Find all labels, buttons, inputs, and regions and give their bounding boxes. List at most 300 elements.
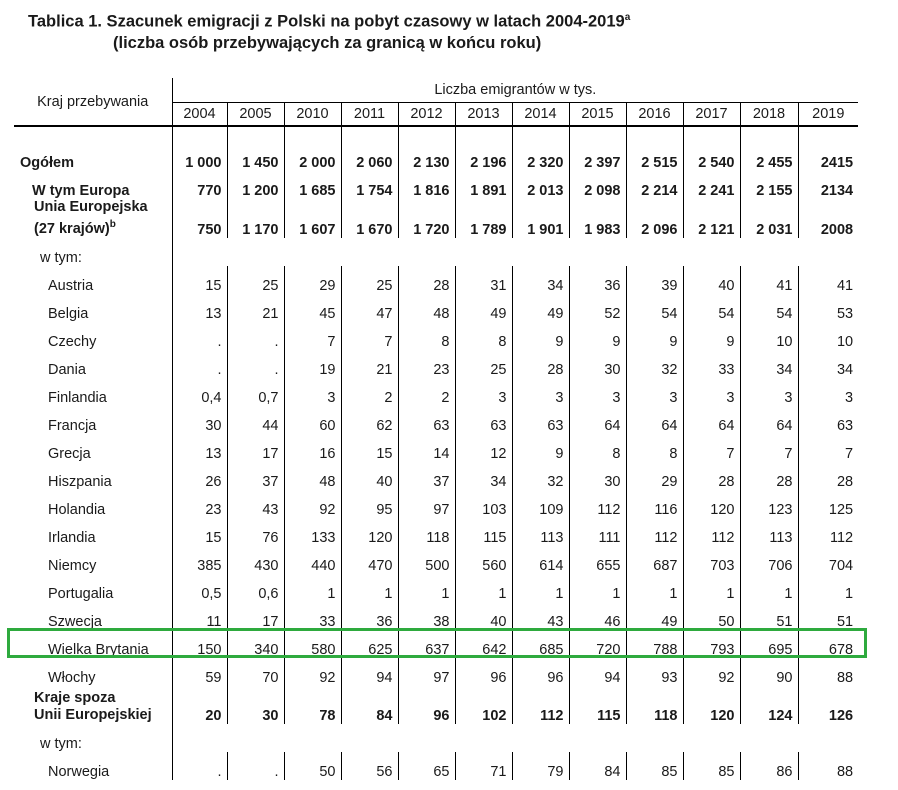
value-cell: 2 031 — [740, 199, 798, 238]
value-cell: 84 — [569, 752, 626, 780]
value-cell: 1 901 — [512, 199, 569, 238]
value-cell: . — [227, 752, 284, 780]
table-row — [14, 294, 858, 322]
table-title: Tablica 1. Szacunek emigracji z Polski na pobyt czasowy w latach 2004-2019$^a$ — [28, 12, 631, 31]
value-cell: . — [172, 322, 227, 350]
value-cell: 2 241 — [683, 171, 740, 199]
value-cell: 3 — [798, 378, 858, 406]
value-cell: 30 — [569, 350, 626, 378]
value-cell: 1 720 — [398, 199, 455, 238]
table-row — [14, 518, 858, 546]
value-cell: 430 — [227, 546, 284, 574]
value-cell: 2 214 — [626, 171, 683, 199]
country-label: Niemcy — [48, 557, 97, 574]
year-header-2017: 2017 — [683, 103, 740, 127]
value-cell: 70 — [227, 658, 284, 686]
value-cell: 625 — [341, 630, 398, 658]
country-label: Norwegia — [48, 763, 110, 780]
value-cell: 28 — [512, 350, 569, 378]
table-row — [14, 602, 858, 630]
table-row — [14, 546, 858, 574]
value-cell: 1 — [626, 574, 683, 602]
value-cell: 84 — [341, 686, 398, 724]
value-cell: 97 — [398, 490, 455, 518]
value-cell: 25 — [227, 266, 284, 294]
value-cell: 703 — [683, 546, 740, 574]
year-header-2015: 2015 — [569, 103, 626, 127]
value-cell: 1 685 — [284, 171, 341, 199]
value-cell: 96 — [512, 658, 569, 686]
value-cell: 1 — [740, 574, 798, 602]
value-cell: 1 — [683, 574, 740, 602]
value-cell: 685 — [512, 630, 569, 658]
value-cell: 51 — [798, 602, 858, 630]
value-cell: 3 — [569, 378, 626, 406]
value-cell: 770 — [172, 171, 227, 199]
value-cell: 90 — [740, 658, 798, 686]
value-cell: 52 — [569, 294, 626, 322]
value-cell: 71 — [455, 752, 512, 780]
value-cell: 7 — [341, 322, 398, 350]
country-label: Holandia — [48, 501, 106, 518]
value-cell: 470 — [341, 546, 398, 574]
row-label: Ogółem — [20, 155, 74, 171]
value-cell: 64 — [683, 406, 740, 434]
value-cell: 40 — [455, 602, 512, 630]
value-cell: 13 — [172, 434, 227, 462]
value-cell: 28 — [683, 462, 740, 490]
value-cell: 126 — [798, 686, 858, 724]
value-cell: 704 — [798, 546, 858, 574]
value-cell: 95 — [341, 490, 398, 518]
table-subtitle: (liczba osób przebywających za granicą w końcu roku) — [113, 34, 542, 52]
value-cell: 8 — [398, 322, 455, 350]
value-cell: 125 — [798, 490, 858, 518]
value-cell: 678 — [798, 630, 858, 658]
value-cell: 2 540 — [683, 143, 740, 171]
value-cell: 62 — [341, 406, 398, 434]
value-cell: 54 — [683, 294, 740, 322]
value-cell: 9 — [512, 322, 569, 350]
value-cell: 1 000 — [172, 143, 227, 171]
value-cell: 3 — [683, 378, 740, 406]
value-cell: 30 — [569, 462, 626, 490]
value-cell: 2 — [398, 378, 455, 406]
value-cell: 655 — [569, 546, 626, 574]
value-cell: 49 — [512, 294, 569, 322]
value-cell: 63 — [398, 406, 455, 434]
value-cell: 43 — [512, 602, 569, 630]
value-cell: 63 — [798, 406, 858, 434]
table-row — [14, 434, 858, 462]
value-cell: 1 — [341, 574, 398, 602]
value-cell: 34 — [740, 350, 798, 378]
value-cell: 14 — [398, 434, 455, 462]
value-cell: 1 170 — [227, 199, 284, 238]
value-cell: 15 — [172, 518, 227, 546]
country-label: Czechy — [48, 333, 97, 350]
value-cell: 37 — [398, 462, 455, 490]
value-cell: 30 — [172, 406, 227, 434]
value-cell: 25 — [455, 350, 512, 378]
value-cell: 40 — [683, 266, 740, 294]
value-cell: 63 — [455, 406, 512, 434]
value-cell: 12 — [455, 434, 512, 462]
value-cell: 560 — [455, 546, 512, 574]
value-cell: 2 320 — [512, 143, 569, 171]
value-cell: 9 — [626, 322, 683, 350]
year-header-2013: 2013 — [455, 103, 512, 127]
subheading-label: w tym: — [40, 735, 82, 752]
country-label: Portugalia — [48, 585, 114, 602]
year-header-2016: 2016 — [626, 103, 683, 127]
value-cell: 48 — [284, 462, 341, 490]
value-cell: 23 — [398, 350, 455, 378]
row-europa — [14, 171, 858, 199]
value-cell: 1 — [512, 574, 569, 602]
value-cell: 34 — [455, 462, 512, 490]
value-cell: 39 — [626, 266, 683, 294]
value-cell: 0,5 — [172, 574, 227, 602]
value-cell: 33 — [284, 602, 341, 630]
year-header-2018: 2018 — [740, 103, 798, 127]
value-cell: 103 — [455, 490, 512, 518]
value-cell: 78 — [284, 686, 341, 724]
value-cell: 120 — [341, 518, 398, 546]
row-unia-europejska — [14, 199, 858, 238]
value-cell: 614 — [512, 546, 569, 574]
value-cell: 1 891 — [455, 171, 512, 199]
value-cell: 2 455 — [740, 143, 798, 171]
table-row — [14, 378, 858, 406]
value-cell: 1 — [284, 574, 341, 602]
value-cell: 15 — [172, 266, 227, 294]
value-cell: 88 — [798, 752, 858, 780]
country-label: Włochy — [48, 669, 96, 686]
value-cell: 56 — [341, 752, 398, 780]
value-cell: 109 — [512, 490, 569, 518]
value-cell: 112 — [512, 686, 569, 724]
table-row — [14, 406, 858, 434]
value-cell: 120 — [683, 490, 740, 518]
value-cell: 40 — [341, 462, 398, 490]
value-cell: 500 — [398, 546, 455, 574]
value-cell: 793 — [683, 630, 740, 658]
value-cell: 1 450 — [227, 143, 284, 171]
value-cell: 111 — [569, 518, 626, 546]
value-cell: 580 — [284, 630, 341, 658]
value-cell: 1 — [455, 574, 512, 602]
value-cell: 41 — [740, 266, 798, 294]
value-cell: 3 — [740, 378, 798, 406]
value-cell: 86 — [740, 752, 798, 780]
value-cell: 695 — [740, 630, 798, 658]
value-cell: 8 — [455, 322, 512, 350]
value-cell: 2 397 — [569, 143, 626, 171]
country-label: Hiszpania — [48, 473, 112, 490]
value-cell: 637 — [398, 630, 455, 658]
value-cell: 2 196 — [455, 143, 512, 171]
year-header-2005: 2005 — [227, 103, 284, 127]
value-cell: 85 — [626, 752, 683, 780]
value-cell: 94 — [341, 658, 398, 686]
table-row — [14, 574, 858, 602]
value-cell: 385 — [172, 546, 227, 574]
value-cell: 116 — [626, 490, 683, 518]
value-cell: 11 — [172, 602, 227, 630]
group-header: Liczba emigrantów w tys. — [172, 78, 858, 103]
value-cell: 8 — [569, 434, 626, 462]
value-cell: 13 — [172, 294, 227, 322]
value-cell: 41 — [798, 266, 858, 294]
value-cell: 3 — [284, 378, 341, 406]
value-cell: 37 — [227, 462, 284, 490]
value-cell: 93 — [626, 658, 683, 686]
value-cell: 0,7 — [227, 378, 284, 406]
value-cell: 2 515 — [626, 143, 683, 171]
value-cell: 2415 — [798, 143, 858, 171]
value-cell: 28 — [740, 462, 798, 490]
value-cell: 706 — [740, 546, 798, 574]
value-cell: . — [172, 752, 227, 780]
year-header-2011: 2011 — [341, 103, 398, 127]
value-cell: 64 — [740, 406, 798, 434]
value-cell: 1 — [398, 574, 455, 602]
value-cell: 38 — [398, 602, 455, 630]
value-cell: 112 — [626, 518, 683, 546]
value-cell: 642 — [455, 630, 512, 658]
value-cell: 50 — [284, 752, 341, 780]
value-cell: 750 — [172, 199, 227, 238]
table-row — [14, 266, 858, 294]
value-cell: 54 — [626, 294, 683, 322]
value-cell: 10 — [798, 322, 858, 350]
value-cell: 440 — [284, 546, 341, 574]
value-cell: 92 — [683, 658, 740, 686]
subheading-row — [14, 724, 858, 752]
table-row — [14, 462, 858, 490]
emigration-table — [14, 78, 858, 780]
year-header-2004: 2004 — [172, 103, 227, 127]
value-cell: 63 — [512, 406, 569, 434]
value-cell: 1 200 — [227, 171, 284, 199]
value-cell: 2134 — [798, 171, 858, 199]
value-cell: 1 789 — [455, 199, 512, 238]
value-cell: 51 — [740, 602, 798, 630]
value-cell: 112 — [569, 490, 626, 518]
year-header-2010: 2010 — [284, 103, 341, 127]
value-cell: 133 — [284, 518, 341, 546]
value-cell: 43 — [227, 490, 284, 518]
value-cell: 59 — [172, 658, 227, 686]
value-cell: 28 — [798, 462, 858, 490]
value-cell: 50 — [683, 602, 740, 630]
value-cell: 64 — [626, 406, 683, 434]
country-label: Wielka Brytania — [48, 641, 149, 658]
value-cell: 687 — [626, 546, 683, 574]
value-cell: 92 — [284, 658, 341, 686]
value-cell: 2 130 — [398, 143, 455, 171]
value-cell: 15 — [341, 434, 398, 462]
value-cell: 2 060 — [341, 143, 398, 171]
table-row — [14, 752, 858, 780]
row-label: Unia Europejska (27 krajów)$^b$ — [34, 199, 148, 237]
table-row — [14, 490, 858, 518]
value-cell: 54 — [740, 294, 798, 322]
value-cell: 1 607 — [284, 199, 341, 238]
subheading-label: w tym: — [40, 249, 82, 266]
value-cell: 8 — [626, 434, 683, 462]
highlight-box-wielka-brytania — [7, 628, 867, 658]
value-cell: 92 — [284, 490, 341, 518]
value-cell: 7 — [284, 322, 341, 350]
value-cell: 1 — [798, 574, 858, 602]
value-cell: 3 — [455, 378, 512, 406]
country-column-header: Kraj przebywania — [14, 78, 172, 126]
value-cell: 1 983 — [569, 199, 626, 238]
table-row — [14, 322, 858, 350]
value-cell: 21 — [341, 350, 398, 378]
value-cell: 28 — [398, 266, 455, 294]
value-cell: 2 121 — [683, 199, 740, 238]
value-cell: . — [227, 350, 284, 378]
value-cell: 150 — [172, 630, 227, 658]
value-cell: . — [172, 350, 227, 378]
value-cell: 7 — [683, 434, 740, 462]
value-cell: 120 — [683, 686, 740, 724]
value-cell: 49 — [626, 602, 683, 630]
country-label: Austria — [48, 277, 94, 294]
value-cell: 3 — [512, 378, 569, 406]
value-cell: 25 — [341, 266, 398, 294]
value-cell: 29 — [284, 266, 341, 294]
value-cell: 32 — [512, 462, 569, 490]
country-label: Francja — [48, 417, 97, 434]
value-cell: 118 — [626, 686, 683, 724]
value-cell: 1 754 — [341, 171, 398, 199]
value-cell: 36 — [341, 602, 398, 630]
value-cell: 32 — [626, 350, 683, 378]
table-row — [14, 350, 858, 378]
value-cell: 340 — [227, 630, 284, 658]
value-cell: 85 — [683, 752, 740, 780]
subheading-row — [14, 238, 858, 266]
value-cell: 10 — [740, 322, 798, 350]
value-cell: 20 — [172, 686, 227, 724]
value-cell: 34 — [512, 266, 569, 294]
value-cell: 29 — [626, 462, 683, 490]
value-cell: . — [227, 322, 284, 350]
value-cell: 9 — [683, 322, 740, 350]
value-cell: 788 — [626, 630, 683, 658]
row-kraje-spoza-ue — [14, 686, 858, 724]
row-label: Kraje spoza Unii Europejskiej — [34, 689, 152, 723]
value-cell: 19 — [284, 350, 341, 378]
table-row — [14, 658, 858, 686]
value-cell: 9 — [512, 434, 569, 462]
value-cell: 76 — [227, 518, 284, 546]
value-cell: 96 — [398, 686, 455, 724]
value-cell: 49 — [455, 294, 512, 322]
value-cell: 2 — [341, 378, 398, 406]
country-label: Irlandia — [48, 529, 96, 546]
value-cell: 2 013 — [512, 171, 569, 199]
country-label: Grecja — [48, 445, 91, 462]
value-cell: 1 — [569, 574, 626, 602]
year-header-2019: 2019 — [798, 103, 858, 127]
value-cell: 79 — [512, 752, 569, 780]
value-cell: 118 — [398, 518, 455, 546]
value-cell: 1 670 — [341, 199, 398, 238]
country-label: Belgia — [48, 305, 89, 322]
value-cell: 102 — [455, 686, 512, 724]
value-cell: 45 — [284, 294, 341, 322]
value-cell: 113 — [740, 518, 798, 546]
value-cell: 34 — [798, 350, 858, 378]
value-cell: 1 816 — [398, 171, 455, 199]
value-cell: 26 — [172, 462, 227, 490]
value-cell: 23 — [172, 490, 227, 518]
value-cell: 2 096 — [626, 199, 683, 238]
value-cell: 65 — [398, 752, 455, 780]
value-cell: 3 — [626, 378, 683, 406]
value-cell: 60 — [284, 406, 341, 434]
value-cell: 115 — [455, 518, 512, 546]
value-cell: 21 — [227, 294, 284, 322]
country-label: Dania — [48, 361, 86, 378]
year-header-2014: 2014 — [512, 103, 569, 127]
value-cell: 53 — [798, 294, 858, 322]
value-cell: 0,4 — [172, 378, 227, 406]
value-cell: 96 — [455, 658, 512, 686]
country-label: Szwecja — [48, 613, 102, 630]
value-cell: 48 — [398, 294, 455, 322]
value-cell: 124 — [740, 686, 798, 724]
value-cell: 9 — [569, 322, 626, 350]
value-cell: 97 — [398, 658, 455, 686]
value-cell: 33 — [683, 350, 740, 378]
country-label: Finlandia — [48, 389, 107, 406]
value-cell: 88 — [798, 658, 858, 686]
value-cell: 112 — [683, 518, 740, 546]
value-cell: 46 — [569, 602, 626, 630]
row-ogolem — [14, 143, 858, 171]
value-cell: 47 — [341, 294, 398, 322]
value-cell: 30 — [227, 686, 284, 724]
value-cell: 112 — [798, 518, 858, 546]
value-cell: 2008 — [798, 199, 858, 238]
year-header-2012: 2012 — [398, 103, 455, 127]
value-cell: 115 — [569, 686, 626, 724]
value-cell: 94 — [569, 658, 626, 686]
value-cell: 44 — [227, 406, 284, 434]
value-cell: 123 — [740, 490, 798, 518]
value-cell: 31 — [455, 266, 512, 294]
value-cell: 17 — [227, 602, 284, 630]
value-cell: 0,6 — [227, 574, 284, 602]
value-cell: 2 155 — [740, 171, 798, 199]
value-cell: 36 — [569, 266, 626, 294]
value-cell: 64 — [569, 406, 626, 434]
row-label: W tym Europa — [32, 183, 130, 199]
value-cell: 2 098 — [569, 171, 626, 199]
value-cell: 113 — [512, 518, 569, 546]
value-cell: 2 000 — [284, 143, 341, 171]
value-cell: 17 — [227, 434, 284, 462]
value-cell: 7 — [740, 434, 798, 462]
value-cell: 16 — [284, 434, 341, 462]
value-cell: 7 — [798, 434, 858, 462]
